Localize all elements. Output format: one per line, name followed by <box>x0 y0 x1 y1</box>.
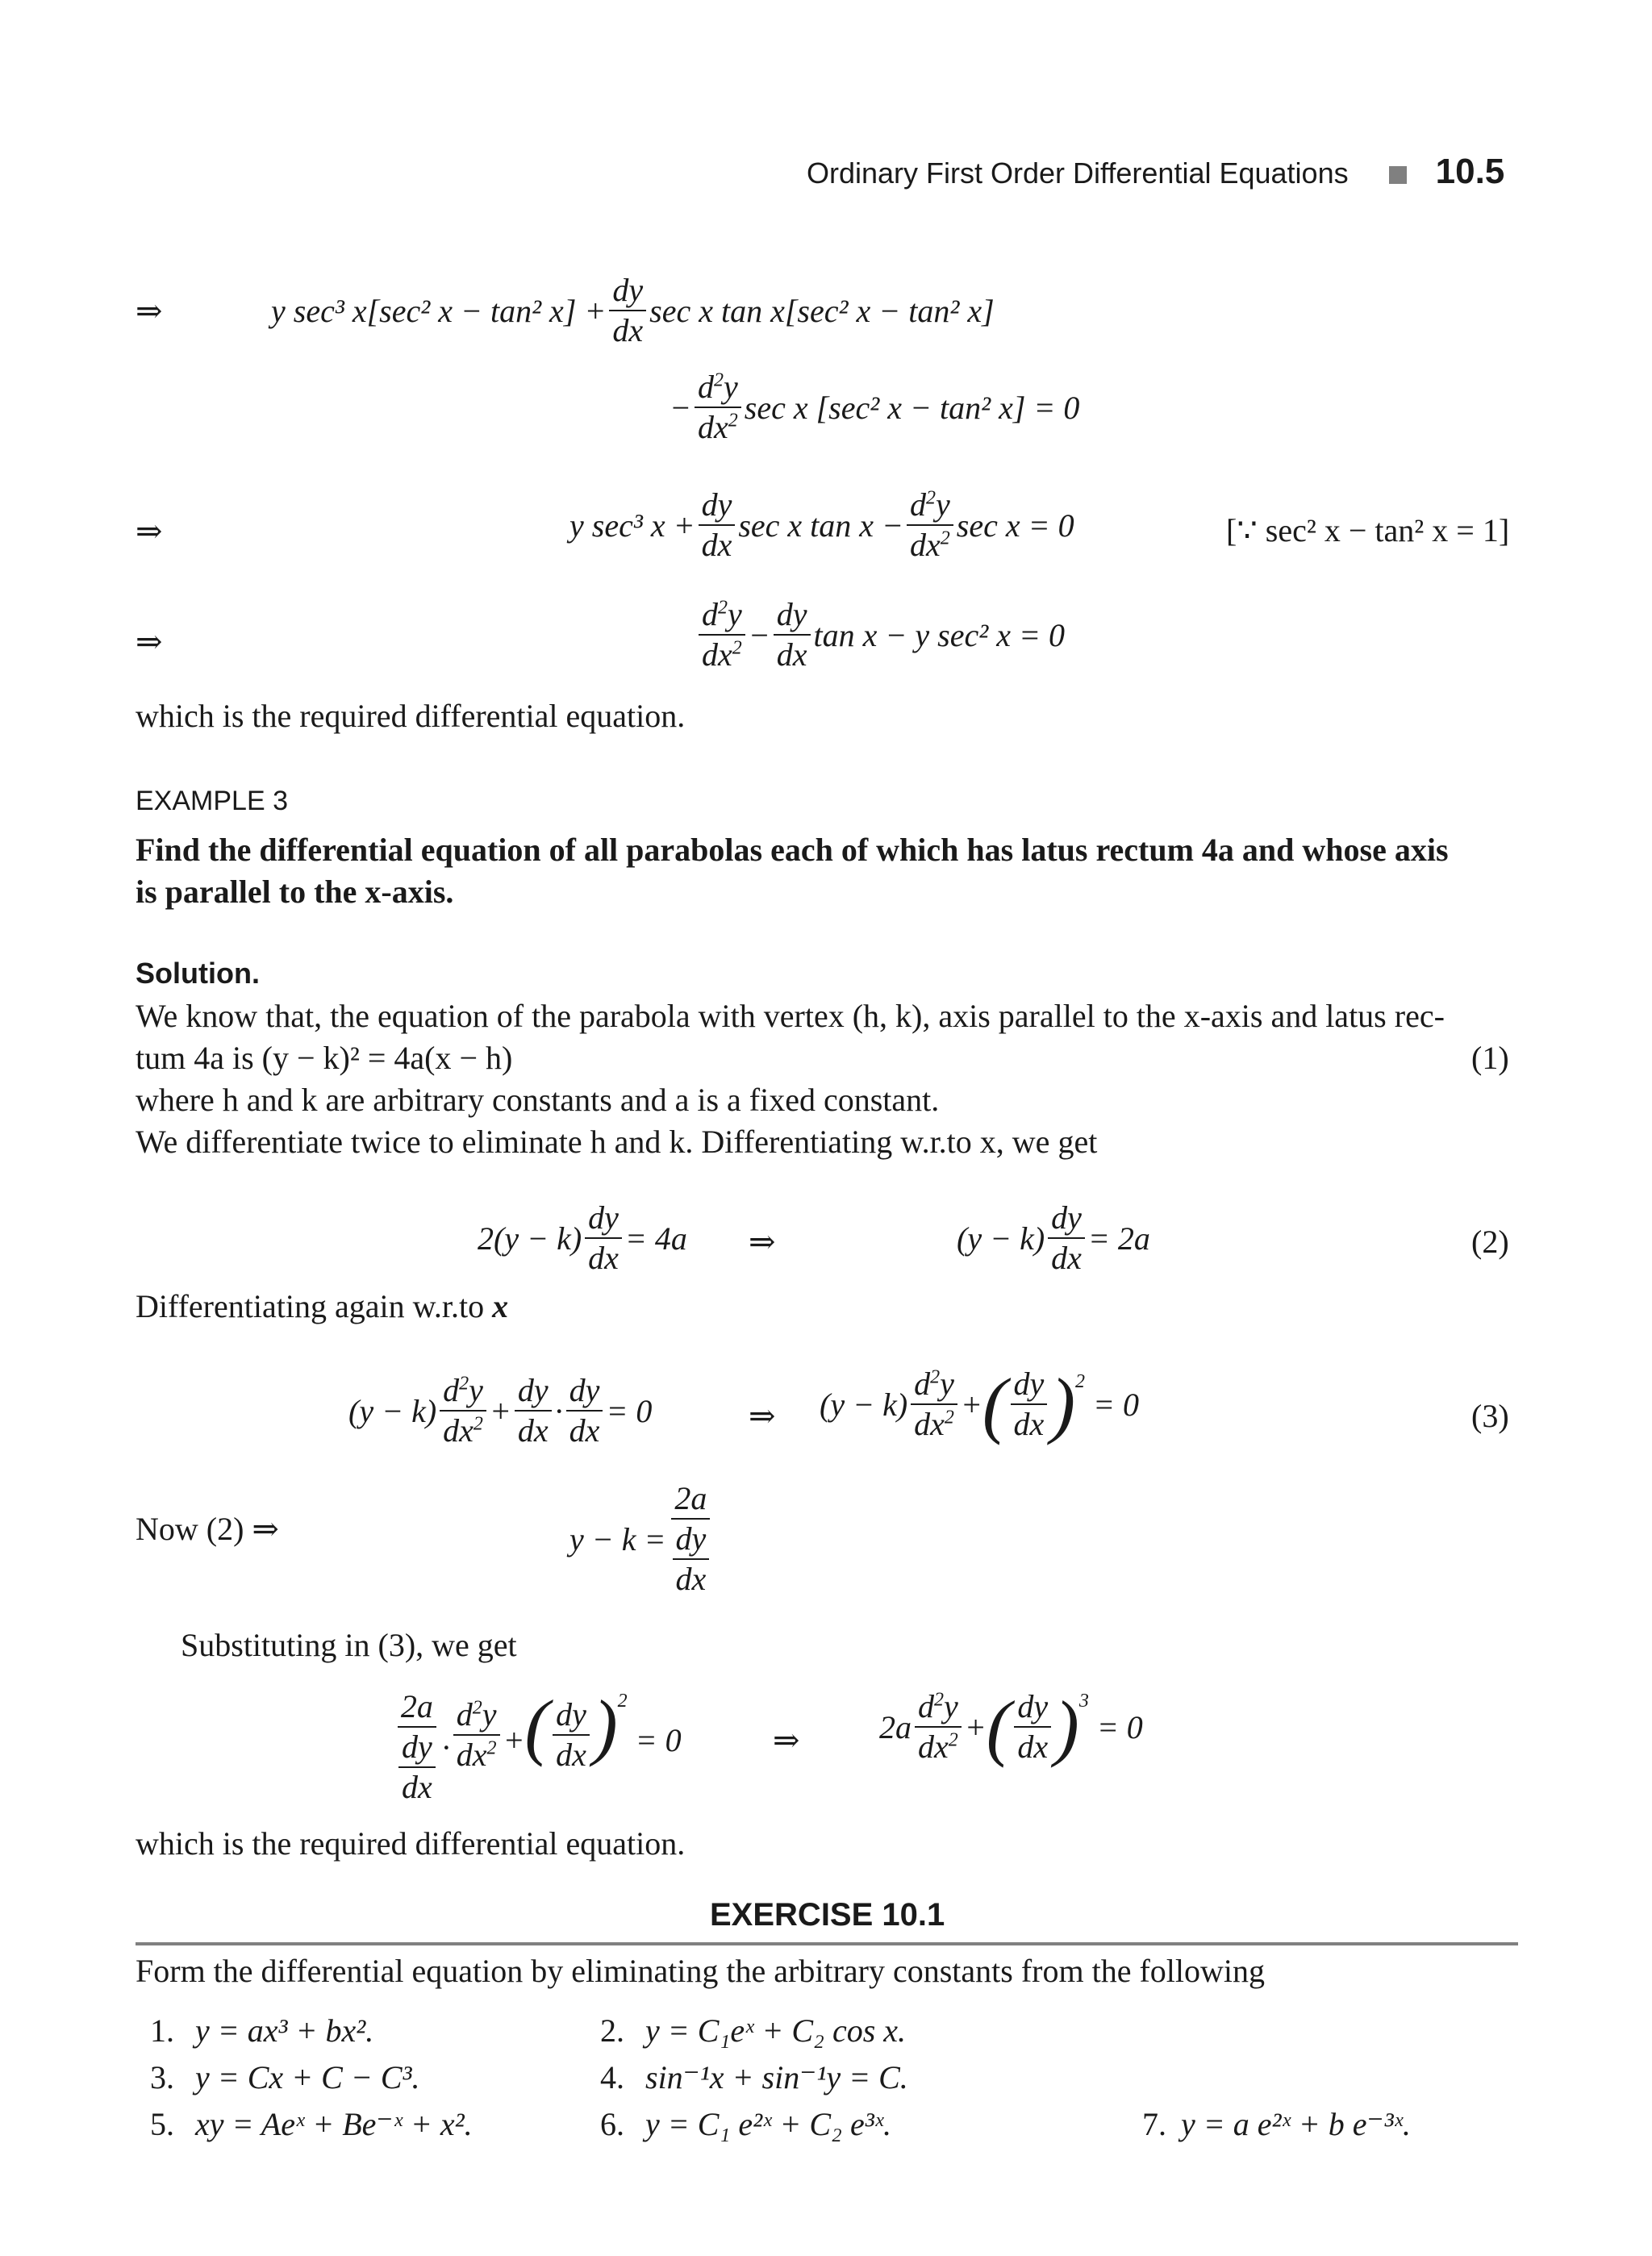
square-bullet-icon <box>1389 166 1407 184</box>
exponent: 2 <box>714 369 724 391</box>
fraction-numerator: dy <box>398 1729 436 1768</box>
exponent: 2 <box>934 1689 944 1711</box>
fraction-numerator: dy <box>1048 1200 1085 1239</box>
plus-sign: + <box>489 1392 511 1429</box>
implies-arrow: ⇒ <box>773 1722 800 1758</box>
equals-zero: = 0 <box>1096 1708 1143 1745</box>
fraction-denominator: dx <box>517 1412 549 1449</box>
dot-operator: · <box>554 1392 563 1429</box>
dx-symbol: dx <box>698 409 728 445</box>
fraction-denominator <box>453 1736 500 1773</box>
exercise-item-3 <box>150 2058 420 2096</box>
y-symbol: y <box>724 369 738 405</box>
minus-sign: − <box>670 389 691 426</box>
two-a-over-dydx-fraction <box>395 1689 439 1805</box>
example-statement-line-2: is parallel to the x-axis. <box>136 874 454 910</box>
substituted-equation-left <box>392 1685 682 1805</box>
exercise-instruction: Form the differential equation by eliminating the arbitrary constants from the following <box>136 1953 1266 1989</box>
dx-symbol: dx <box>456 1737 487 1773</box>
item-text: y = C₁eˣ + C₂ cos x. <box>645 2012 907 2049</box>
y-symbol: y <box>936 486 950 523</box>
left-paren: ( <box>524 1685 550 1767</box>
fraction-denominator <box>440 1412 486 1449</box>
y-symbol: y <box>944 1688 958 1724</box>
dy-dx-fraction <box>566 1373 603 1449</box>
dy-dx-fraction <box>774 597 811 673</box>
dy-dx-fraction <box>609 273 646 348</box>
equation-3-right <box>820 1363 1139 1445</box>
fraction-numerator: dy <box>699 487 736 526</box>
exercise-item-1 <box>150 2012 373 2050</box>
running-header <box>807 152 1504 192</box>
now-2-implies: Now (2) ⇒ <box>136 1511 279 1547</box>
conclusion-text: which is the required differential equation. <box>136 698 686 734</box>
eq3-factor: (y − k) <box>348 1392 437 1429</box>
derivation-line-3-mid: sec x tan x − <box>738 507 904 544</box>
y-symbol: y <box>940 1366 954 1402</box>
solution-paragraph-line-2: tum 4a is (y − k)² = 4a(x − h) <box>136 1040 513 1076</box>
d-symbol: d <box>698 369 714 405</box>
eq2-right-rhs: = 2a <box>1087 1220 1150 1257</box>
item-number: 4. <box>600 2059 624 2095</box>
dx-symbol: dx <box>918 1728 949 1765</box>
substituting-text: Substituting in (3), we get <box>181 1627 517 1663</box>
d-symbol: d <box>702 596 718 632</box>
equals-zero: = 0 <box>606 1392 653 1429</box>
exercise-item-2 <box>600 2012 906 2050</box>
derivation-line-2 <box>670 369 1079 445</box>
right-paren: ) <box>592 1685 618 1767</box>
equals-zero: = 0 <box>635 1722 682 1758</box>
derivation-line-1-right: sec x tan x[sec² x − tan² x] <box>649 292 995 329</box>
fraction-denominator: dx <box>612 312 644 348</box>
plus-sign: + <box>503 1722 525 1758</box>
equation-2-right <box>957 1200 1150 1276</box>
variable-x: x <box>492 1288 509 1324</box>
fraction-numerator <box>453 1697 500 1736</box>
page-number: 10.5 <box>1435 152 1505 191</box>
right-paren: ) <box>1050 1363 1075 1445</box>
fraction-numerator: dy <box>1011 1366 1048 1405</box>
d2y-dx2-fraction <box>915 1689 962 1765</box>
differentiating-again-text <box>136 1287 508 1325</box>
fraction-denominator: dx <box>556 1737 586 1773</box>
d2y-dx2-fraction <box>695 369 741 445</box>
y-minus-k-expression <box>569 1481 715 1597</box>
equation-number-3: (3) <box>1471 1398 1509 1434</box>
d2y-dx2-fraction <box>440 1373 486 1449</box>
d2y-dx2-fraction <box>699 597 745 673</box>
derivation-line-3-right: sec x = 0 <box>956 507 1074 544</box>
dy-dx-fraction <box>1048 1200 1085 1276</box>
exponent: 2 <box>948 1729 958 1751</box>
fraction-numerator <box>440 1373 486 1412</box>
exponent: 2 <box>926 487 937 509</box>
fraction-denominator <box>395 1728 439 1805</box>
derivation-line-3-left: y sec³ x + <box>569 507 695 544</box>
item-text: y = a e²ˣ + b e⁻³ˣ. <box>1181 2106 1411 2142</box>
exponent: 2 <box>486 1737 497 1759</box>
fraction-denominator: dx <box>1017 1728 1049 1765</box>
fraction-numerator: 2a <box>398 1689 436 1728</box>
plus-sign: + <box>964 1708 987 1745</box>
dy-dx-fraction <box>398 1729 436 1805</box>
exponent: 2 <box>472 1697 482 1719</box>
fraction-numerator: dy <box>585 1200 622 1239</box>
eq2-right-factor: (y − k) <box>957 1220 1045 1257</box>
item-number: 3. <box>150 2059 174 2095</box>
d-symbol: d <box>914 1366 931 1402</box>
fraction-denominator <box>907 526 953 563</box>
dy-dx-fraction <box>585 1200 622 1276</box>
d-symbol: d <box>456 1696 473 1733</box>
item-number: 6. <box>600 2106 624 2142</box>
dy-dx-fraction <box>1011 1366 1048 1442</box>
d2y-dx2-fraction <box>911 1366 957 1442</box>
d-symbol: d <box>918 1688 934 1724</box>
dy-dx-fraction <box>1014 1689 1051 1765</box>
eq3-factor: (y − k) <box>820 1386 908 1423</box>
derivation-line-2-right: sec x [sec² x − tan² x] = 0 <box>744 389 1080 426</box>
exponent: 2 <box>940 528 950 549</box>
exponent: 2 <box>732 637 742 659</box>
implies-arrow: ⇒ <box>136 623 163 660</box>
fraction-denominator: dx <box>675 1561 707 1597</box>
solution-paragraph-2: where h and k are arbitrary constants and a is a fixed constant. <box>136 1082 940 1118</box>
equals-zero: = 0 <box>1092 1386 1139 1423</box>
final-conclusion-text: which is the required differential equation. <box>136 1825 686 1862</box>
solution-paragraph-3: We differentiate twice to eliminate h and k. Differentiating w.r.to x, we get <box>136 1124 1098 1160</box>
exponent: 2 <box>728 410 738 432</box>
fraction-numerator: dy <box>566 1373 603 1412</box>
fraction-numerator <box>695 369 741 408</box>
dx-symbol: dx <box>914 1406 945 1442</box>
derivation-line-4 <box>695 597 1065 673</box>
fraction-numerator: dy <box>673 1521 710 1560</box>
fraction-denominator: dx <box>701 527 732 563</box>
item-text: y = ax³ + bx². <box>195 2012 374 2049</box>
dx-symbol: dx <box>443 1412 473 1449</box>
left-paren: ( <box>986 1686 1012 1768</box>
fraction-denominator <box>695 408 741 445</box>
exercise-item-5 <box>150 2105 473 2143</box>
solution-paragraph-line-1: We know that, the equation of the parabola with vertex (h, k), axis parallel to the x-axis and latus rec- <box>136 998 1445 1034</box>
item-text: y = C₁ e²ˣ + C₂ e³ˣ. <box>645 2106 891 2142</box>
fraction-denominator <box>670 1520 713 1597</box>
implies-arrow: ⇒ <box>749 1224 776 1260</box>
implies-arrow: ⇒ <box>749 1398 776 1434</box>
fraction-numerator <box>911 1366 957 1405</box>
differentiating-again-label: Differentiating again w.r.to <box>136 1288 485 1324</box>
fraction-denominator: dx <box>1013 1406 1045 1442</box>
item-number: 5. <box>150 2106 174 2142</box>
fraction-denominator: dx <box>1051 1240 1082 1276</box>
right-paren: ) <box>1054 1686 1079 1768</box>
fraction-numerator <box>915 1689 962 1728</box>
eq2-left-factor: 2(y − k) <box>478 1220 582 1257</box>
item-number: 1. <box>150 2012 174 2049</box>
exponent: 2 <box>930 1366 941 1388</box>
two-a-coefficient: 2a <box>879 1708 912 1745</box>
fraction-numerator: dy <box>515 1373 552 1412</box>
identity-note: [∵ sec² x − tan² x = 1] <box>1226 512 1510 548</box>
example-label: EXAMPLE 3 <box>136 786 288 816</box>
solution-label: Solution. <box>136 957 260 990</box>
fraction-numerator <box>699 597 745 636</box>
d-symbol: d <box>910 486 927 523</box>
d2y-dx2-fraction <box>907 487 953 563</box>
y-symbol: y <box>728 596 742 632</box>
dy-dx-fraction <box>673 1521 710 1597</box>
fraction-denominator <box>915 1728 962 1765</box>
fraction-numerator: dy <box>553 1697 590 1736</box>
exercise-title: EXERCISE 10.1 <box>710 1897 945 1933</box>
equation-number-2: (2) <box>1471 1224 1509 1260</box>
implies-arrow: ⇒ <box>136 513 163 549</box>
equation-number-1: (1) <box>1471 1040 1509 1076</box>
derivation-line-1 <box>271 273 995 348</box>
equation-2-left <box>478 1200 687 1276</box>
plus-sign: + <box>960 1386 982 1423</box>
implies-arrow: ⇒ <box>136 293 163 329</box>
exponent: 2 <box>459 1373 469 1395</box>
exercise-item-4 <box>600 2058 908 2096</box>
derivation-line-4-right: tan x − y sec² x = 0 <box>813 616 1065 653</box>
item-text: xy = Aeˣ + Be⁻ˣ + x². <box>195 2106 473 2142</box>
exponent: 3 <box>1078 1691 1089 1712</box>
fraction-numerator: dy <box>1014 1689 1051 1728</box>
item-text: y = Cx + C − C³. <box>195 2059 420 2095</box>
dot-operator: · <box>441 1728 450 1766</box>
dy-dx-fraction <box>699 487 736 563</box>
exponent: 2 <box>1074 1371 1085 1392</box>
running-title: Ordinary First Order Differential Equations <box>807 156 1349 190</box>
fraction-numerator <box>907 487 953 526</box>
dx-symbol: dx <box>910 527 941 563</box>
fraction-denominator <box>911 1405 957 1442</box>
fraction-denominator: dx <box>569 1412 600 1449</box>
exponent: 2 <box>718 597 728 619</box>
fraction-numerator: dy <box>609 273 646 311</box>
y-symbol: y <box>469 1372 483 1408</box>
example-statement-line-1: Find the differential equation of all parabolas each of which has latus rectum 4a and whose axis <box>136 832 1449 868</box>
two-a-over-dydx-fraction <box>670 1481 713 1597</box>
exercise-item-6 <box>600 2105 891 2143</box>
dx-symbol: dx <box>702 636 732 673</box>
substituted-equation-right <box>879 1686 1143 1768</box>
d2y-dx2-fraction <box>453 1697 500 1773</box>
fraction-numerator: 2a <box>671 1481 710 1520</box>
exercise-item-7 <box>1142 2105 1411 2143</box>
fraction-denominator: dx <box>402 1769 432 1805</box>
left-paren: ( <box>982 1363 1007 1445</box>
minus-sign: − <box>748 616 770 653</box>
exponent: 2 <box>944 1407 954 1428</box>
dy-dx-fraction <box>553 1697 590 1773</box>
y-symbol: y <box>482 1696 497 1733</box>
fraction-denominator <box>699 636 745 673</box>
dy-dx-fraction <box>515 1373 552 1449</box>
fraction-numerator: dy <box>774 597 811 636</box>
item-text: sin⁻¹x + sin⁻¹y = C. <box>645 2059 908 2095</box>
fraction-denominator: dx <box>588 1240 619 1276</box>
derivation-line-3 <box>569 487 1074 563</box>
equation-3-left <box>348 1373 652 1449</box>
item-number: 2. <box>600 2012 624 2049</box>
d-symbol: d <box>443 1372 460 1408</box>
exponent: 2 <box>473 1413 483 1435</box>
derivation-line-1-left: y sec³ x[sec² x − tan² x] + <box>271 292 607 329</box>
fraction-denominator: dx <box>776 636 807 673</box>
item-number: 7. <box>1142 2106 1166 2142</box>
y-minus-k-lhs: y − k = <box>569 1520 666 1558</box>
exponent: 2 <box>617 1691 628 1712</box>
eq2-left-rhs: = 4a <box>624 1220 687 1257</box>
exercise-rule <box>136 1942 1518 1945</box>
